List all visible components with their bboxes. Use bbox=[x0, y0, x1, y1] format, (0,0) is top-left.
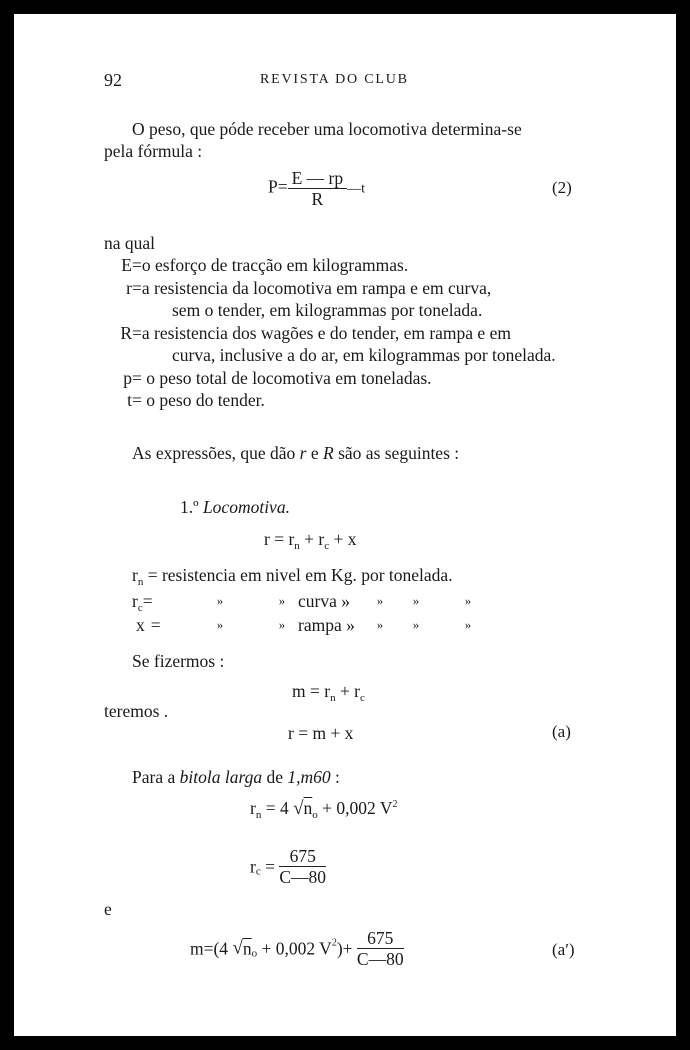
def-p-symbol: p bbox=[123, 368, 132, 388]
rn-subscript: n bbox=[137, 576, 144, 588]
x-ditto-3: » bbox=[376, 617, 384, 632]
def-R-text: =a resistencia dos wagões e do tender, em rampa e em bbox=[132, 323, 511, 343]
equation-a-number: (a) bbox=[552, 722, 571, 741]
na-qual: na qual bbox=[104, 233, 156, 253]
expressions-post: são as seguintes : bbox=[338, 443, 460, 463]
formula-2-numerator: E — rp bbox=[288, 168, 348, 189]
eq-rn-sub: n bbox=[255, 809, 262, 821]
eq-r-lhs: r = r bbox=[264, 529, 295, 549]
expressions-R: R bbox=[323, 443, 334, 463]
eq-rc-lhs: r bbox=[250, 856, 256, 877]
eq-rc-numerator: 675 bbox=[279, 846, 326, 867]
equation-m bbox=[292, 680, 365, 709]
def-R-symbol: R bbox=[120, 323, 132, 343]
eq-rn-lhs: r bbox=[250, 798, 256, 818]
equation-rc bbox=[250, 846, 326, 887]
eq-rn-radicand: n bbox=[303, 798, 313, 818]
def-r-text: =a resistencia da locomotiva em rampa e em curva, bbox=[132, 278, 492, 298]
def-t-symbol: t bbox=[127, 390, 132, 410]
x-ditto-2: » bbox=[278, 617, 286, 632]
equation-final-number: (a′) bbox=[552, 940, 575, 959]
e-word: e bbox=[104, 899, 112, 919]
def-r-cont: sem o tender, em kilogrammas por tonelada. bbox=[172, 300, 483, 320]
eq-r-end: + x bbox=[329, 529, 357, 549]
section-number: 1.º bbox=[180, 497, 199, 517]
para-de: de bbox=[266, 767, 284, 787]
rn-text: = resistencia em nivel em Kg. por tonelada. bbox=[143, 565, 453, 585]
expressions-r: r bbox=[299, 443, 307, 463]
page-number: 92 bbox=[104, 70, 122, 90]
x-equals: = bbox=[150, 615, 161, 635]
eq-final-denominator: C—80 bbox=[356, 949, 404, 969]
eq-rc-eq: = bbox=[260, 856, 280, 877]
def-r-symbol: r bbox=[126, 278, 132, 298]
eq-final-power: 2 bbox=[331, 937, 337, 949]
formula-2-tail: —t bbox=[347, 181, 366, 197]
rc-subscript: c bbox=[137, 602, 143, 614]
eq-r-sub-c: c bbox=[324, 540, 330, 552]
x-ditto-5: » bbox=[464, 617, 472, 632]
eq-final-lhs: m=(4 bbox=[190, 938, 233, 959]
para-post: : bbox=[330, 767, 340, 787]
def-E-symbol: E bbox=[121, 255, 132, 275]
se-fizermos: Se fizermos : bbox=[132, 651, 225, 671]
book-page bbox=[14, 14, 676, 1036]
eq-final-close: )+ bbox=[336, 938, 357, 959]
eq-m-sub-n: n bbox=[330, 692, 336, 704]
eq-m-sub-c: c bbox=[360, 692, 365, 704]
def-E bbox=[90, 254, 408, 276]
equation-r bbox=[264, 528, 357, 557]
para-bitola-larga: bitola larga bbox=[179, 767, 263, 787]
intro-line-1: O peso, que póde receber uma locomotiva determina-se bbox=[132, 119, 522, 139]
x-symbol: x bbox=[136, 615, 145, 635]
def-r bbox=[90, 277, 491, 299]
rc-ditto-1: » bbox=[216, 593, 224, 608]
rc-equals: = bbox=[142, 591, 153, 611]
para-bitola-line bbox=[132, 766, 340, 788]
equation-rn bbox=[250, 794, 397, 826]
section-heading bbox=[180, 496, 290, 518]
running-title: REVISTA DO CLUB bbox=[260, 72, 409, 87]
eq-final-radicand: n bbox=[242, 938, 252, 959]
formula-2-lhs: P= bbox=[268, 176, 288, 197]
eq-final-mid: + 0,002 V bbox=[257, 938, 332, 959]
formula-2-number: (2) bbox=[552, 178, 572, 197]
x-ditto-1: » bbox=[216, 617, 224, 632]
rc-symbol: r bbox=[132, 591, 138, 611]
equation-final bbox=[190, 928, 404, 969]
def-t bbox=[90, 389, 265, 411]
intro-line-2: pela fórmula : bbox=[104, 141, 203, 161]
def-p-text: = o peso total de locomotiva em toneladas. bbox=[132, 368, 432, 388]
x-definition bbox=[136, 614, 161, 636]
expressions-pre: As expressões, que dão bbox=[132, 443, 296, 463]
formula-2 bbox=[268, 168, 365, 209]
eq-rc-sub: c bbox=[255, 865, 261, 878]
para-gauge: 1,m60 bbox=[287, 767, 331, 787]
def-p bbox=[90, 367, 432, 389]
para-pre: Para a bbox=[132, 767, 176, 787]
formula-2-denominator: R bbox=[311, 189, 324, 209]
equation-a: r = m + x bbox=[288, 723, 354, 743]
def-t-text: = o peso do tender. bbox=[132, 390, 265, 410]
eq-m-mid: + r bbox=[335, 681, 361, 701]
def-R bbox=[90, 322, 511, 344]
section-title: Locomotiva. bbox=[202, 497, 290, 517]
rc-ditto-3: » bbox=[376, 593, 384, 608]
eq-rn-power: 2 bbox=[392, 799, 398, 810]
expressions-e: e bbox=[310, 443, 319, 463]
eq-rn-radicand-sub: o bbox=[312, 809, 318, 821]
eq-rc-denominator: C—80 bbox=[279, 867, 327, 887]
x-ditto-4: » bbox=[412, 617, 420, 632]
eq-final-fraction bbox=[357, 928, 404, 969]
expressions-line bbox=[132, 442, 459, 464]
eq-r-mid: + r bbox=[299, 529, 325, 549]
formula-2-fraction bbox=[288, 168, 348, 209]
x-word: rampa » bbox=[298, 615, 355, 635]
rc-ditto-2: » bbox=[278, 593, 286, 608]
eq-rn-tail: + 0,002 V bbox=[317, 798, 393, 818]
rn-symbol: r bbox=[132, 565, 138, 585]
eq-m-lhs: m = r bbox=[292, 681, 331, 701]
eq-final-radicand-sub: o bbox=[251, 947, 258, 960]
rc-ditto-4: » bbox=[412, 593, 420, 608]
eq-rn-eq: = 4 bbox=[261, 798, 294, 818]
rn-definition bbox=[132, 564, 453, 593]
eq-r-sub-n: n bbox=[294, 540, 300, 552]
eq-final-numerator: 675 bbox=[357, 928, 404, 949]
square-root-icon: √ bbox=[232, 937, 243, 959]
def-E-text: =o esforço de tracção em kilogrammas. bbox=[132, 255, 409, 275]
rc-ditto-5: » bbox=[464, 593, 472, 608]
def-R-cont: curva, inclusive a do ar, em kilogrammas por tonelada. bbox=[172, 345, 556, 365]
square-root-icon: √ bbox=[293, 798, 304, 819]
eq-rc-fraction bbox=[279, 846, 326, 887]
rc-word: curva » bbox=[298, 591, 350, 611]
teremos: teremos . bbox=[104, 701, 169, 721]
